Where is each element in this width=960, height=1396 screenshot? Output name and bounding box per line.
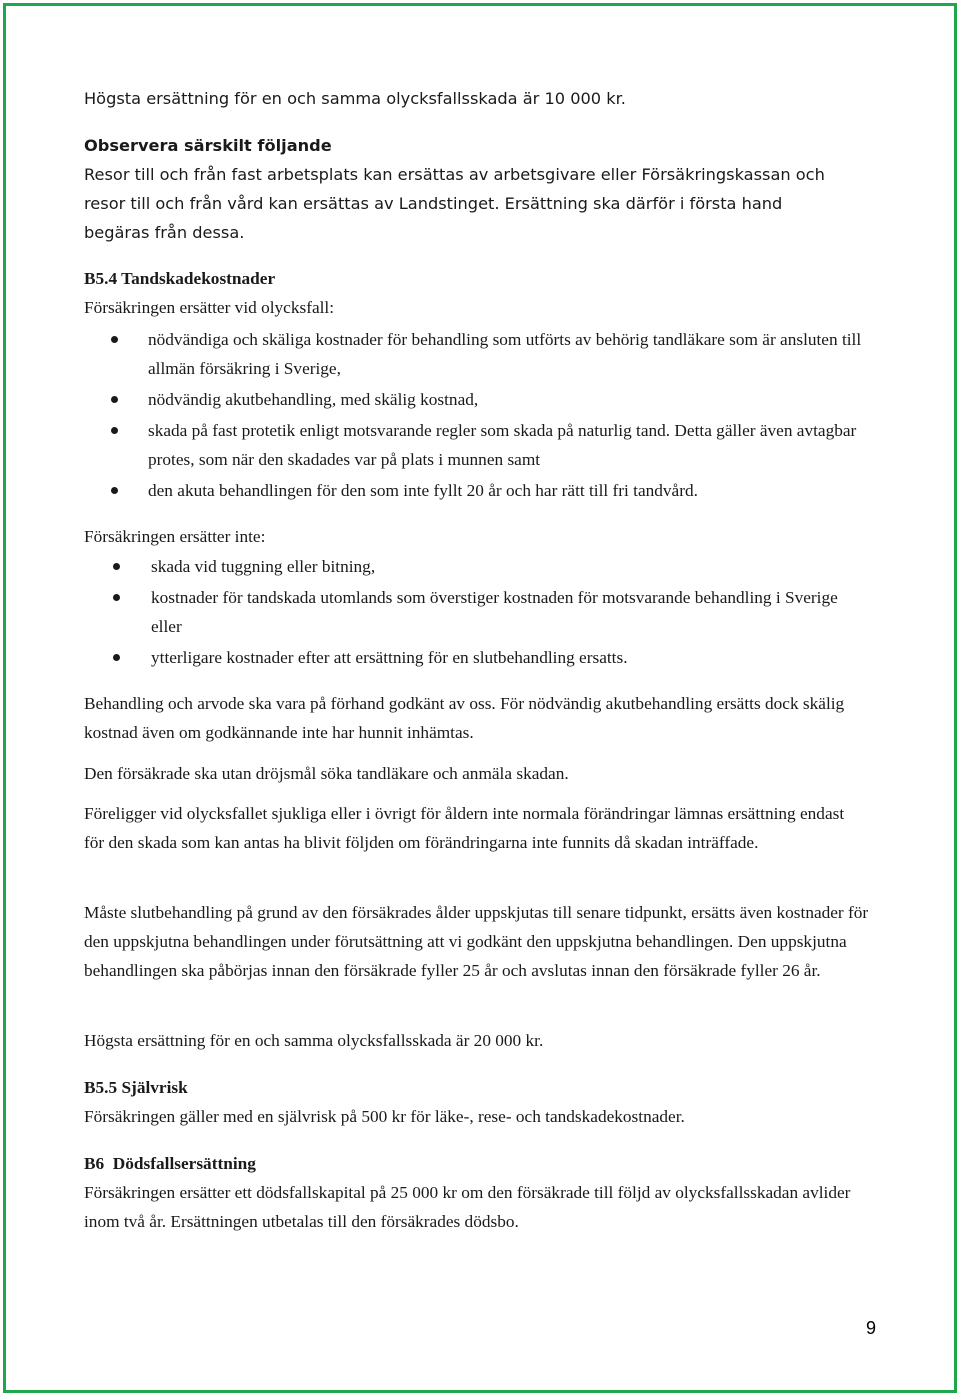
list-item: nödvändiga och skäliga kostnader för behandling som utförts av behörig tandläkare som är ansluten till allmän försäkring i Sverige,: [84, 325, 864, 383]
not-covered-list: [84, 552, 844, 672]
approval-paragraph: Behandling och arvode ska vara på förhand godkänt av oss. För nödvändig akutbehandling ersätts dock skälig kostnad även om godkännande inte har hunnit inhämtas.: [84, 694, 845, 742]
observe-section: [84, 131, 884, 247]
covered-list: [84, 325, 864, 505]
b54-intro: Försäkringen ersätter vid olycksfall:: [84, 298, 335, 317]
list-item: ytterligare kostnader efter att ersättning för en slutbehandling ersatts.: [84, 643, 844, 672]
bullet-icon: [113, 654, 120, 661]
b6-text: Försäkringen ersätter ett dödsfallskapital på 25 000 kr om den försäkrade till följd av olycksfallsskadan avlider inom två år. Ersättningen utbetalas till den försäkrades dödsbo.: [84, 1183, 851, 1231]
b54-section: [84, 264, 884, 322]
b6-heading: B6 Dödsfallsersättning: [84, 1154, 256, 1173]
b55-text: Försäkringen gäller med en självrisk på 500 kr för läke-, rese- och tandskadekostnader.: [84, 1107, 685, 1126]
observe-heading: Observera särskilt följande: [84, 136, 332, 155]
page-number: 9: [865, 1318, 876, 1338]
bullet-icon: [111, 427, 118, 434]
postpone-paragraph: Måste slutbehandling på grund av den försäkrades ålder uppskjutas till senare tidpunkt, ersätts även kostnader för den uppskjutna behandlingen under förutsättning att vi godkänt den uppskjutna behandlingen. Den uppskjutna behandlingen ska påbörjas innan den försäkrade fyller 25 år och avslutas innan den försäkrade fyller 26 år.: [84, 903, 869, 980]
max-compensation-10000: Högsta ersättning för en och samma olycksfallsskada är 10 000 kr.: [84, 89, 626, 108]
bullet-icon: [111, 396, 118, 403]
disease-paragraph: Föreligger vid olycksfallet sjukliga eller i övrigt för åldern inte normala förändringar lämnas ersättning endast för den skada som kan antas ha blivit följden om förändringarna inte funnits då skadan inträffade.: [84, 804, 845, 852]
bullet-icon: [113, 563, 120, 570]
list-item: skada vid tuggning eller bitning,: [84, 552, 844, 581]
report-paragraph: Den försäkrade ska utan dröjsmål söka tandläkare och anmäla skadan.: [84, 764, 569, 783]
list-item: skada på fast protetik enligt motsvarande regler som skada på naturlig tand. Detta gäller även avtagbar protes, som när den skadades var på plats i munnen samt: [84, 416, 864, 474]
list-item: kostnader för tandskada utomlands som överstiger kostnaden för motsvarande behandling i Sverige eller: [84, 583, 844, 641]
observe-line-2: resor till och från vård kan ersättas av Landstinget. Ersättning ska därför i första hand: [84, 194, 783, 213]
b55-heading: B5.5 Självrisk: [84, 1078, 188, 1097]
bullet-icon: [111, 487, 118, 494]
b54-heading: B5.4 Tandskadekostnader: [84, 269, 276, 288]
max-compensation-20000: Högsta ersättning för en och samma olycksfallsskada är 20 000 kr.: [84, 1031, 544, 1050]
list-item: nödvändig akutbehandling, med skälig kostnad,: [84, 385, 864, 414]
observe-line-1: Resor till och från fast arbetsplats kan ersättas av arbetsgivare eller Försäkringskassan och: [84, 165, 825, 184]
not-covered-intro: Försäkringen ersätter inte:: [84, 527, 266, 546]
b6-section: [84, 1149, 854, 1236]
bullet-icon: [113, 594, 120, 601]
list-item: den akuta behandlingen för den som inte fyllt 20 år och har rätt till fri tandvård.: [84, 476, 864, 505]
observe-line-3: begäras från dessa.: [84, 223, 245, 242]
bullet-icon: [111, 336, 118, 343]
b55-section: [84, 1073, 884, 1131]
